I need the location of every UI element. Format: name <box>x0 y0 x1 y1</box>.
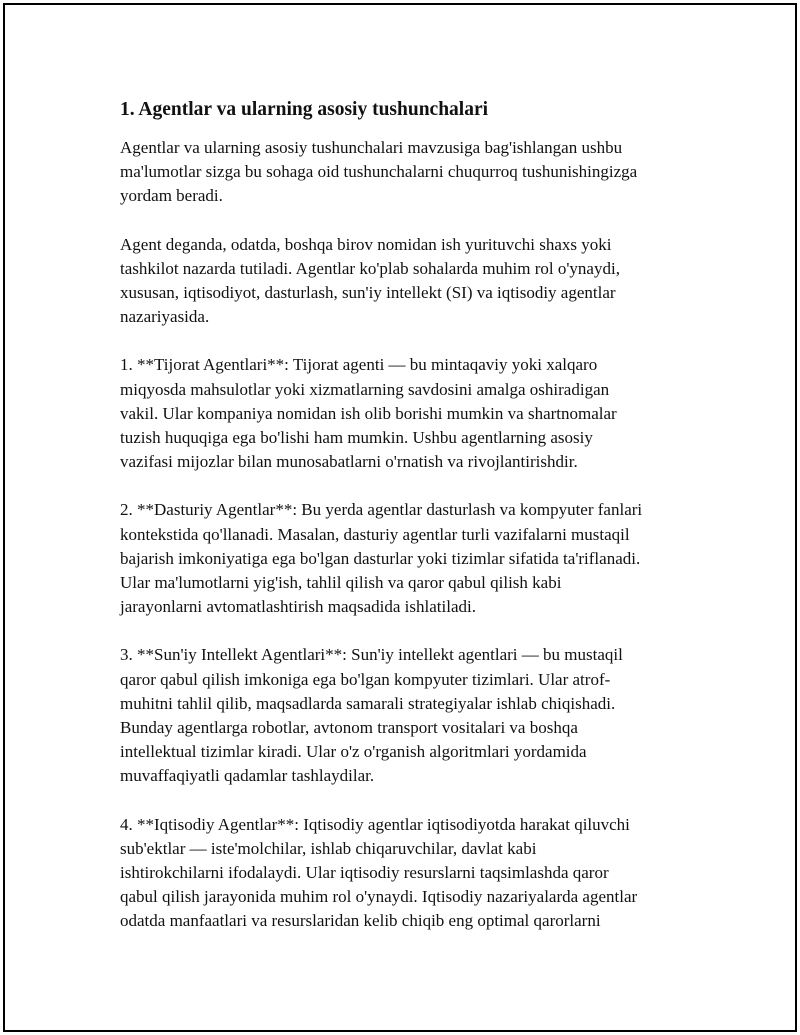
software-agents-paragraph: 2. **Dasturiy Agentlar**: Bu yerda agentlar dasturlash va kompyuter fanlari kontekstida qo'llanadi. Masalan, dasturiy agentlar turli vazifalarni mustaqil bajarish imkoniyatiga ega bo'lgan dasturlar yoki tizimlar sifatida ta'riflanadi. Ular ma'lumotlarni yig'ish, tahlil qilish va qaror qabul qilish kabi jarayonlarni avtomatlashtirish maqsadida ishlatiladi. <box>120 500 643 617</box>
commercial-agents-paragraph: 1. **Tijorat Agentlari**: Tijorat agenti — bu mintaqaviy yoki xalqaro miqyosda mahsulotlar yoki xizmatlarning savdosini amalga oshiradigan vakil. Ular kompaniya nomidan ish olib borishi mumkin va shartnomalar tuzish huquqiga ega bo'lishi ham mumkin. Ushbu agentlarning asosiy vazifasi mijozlar bilan munosabatlarni o'rnatish va rivojlantirishdir. <box>120 355 617 472</box>
economic-agents-paragraph: 4. **Iqtisodiy Agentlar**: Iqtisodiy agentlar iqtisodiyotda harakat qiluvchi sub'ektlar — iste'molchilar, ishlab chiqaruvchilar, davlat kabi ishtirokchilarni ifodalaydi. Ular iqtisodiy resurslarni taqsimlashda qaror qabul qilish jarayonida muhim rol o'ynaydi. Iqtisodiy nazariyalarda agentlar odatda manfaatlari va resurslaridan kelib chiqib eng optimal qarorlarni <box>120 814 638 931</box>
agent-definition-paragraph: Agent deganda, odatda, boshqa birov nomidan ish yurituvchi shaxs yoki tashkilot nazarda tutiladi. Agentlar ko'plab sohalarda muhim rol o'ynaydi, xususan, iqtisodiyot, dasturlash, sun'iy intellekt (SI) va iqtisodiy agentlar nazariyasida. <box>120 234 620 327</box>
document-heading: 1. Agentlar va ularning asosiy tushunchalari <box>120 99 489 120</box>
document-body <box>120 97 700 958</box>
ai-agents-paragraph: 3. **Sun'iy Intellekt Agentlari**: Sun'iy intellekt agentlari — bu mustaqil qaror qabul qilish imkoniga ega bo'lgan kompyuter tizimlari. Ular atrof- muhitni tahlil qilib, maqsadlarda samarali strategiyalar ishlab chiqishadi. Bunday agentlarga robotlar, avtonom transport vositalari va boshqa intellektual tizimlar kiradi. Ular o'z o'rganish algoritmlari yordamida muvaffaqiyatli qadamlar tashlaydilar. <box>120 645 623 786</box>
intro-paragraph: Agentlar va ularning asosiy tushunchalari mavzusiga bag'ishlangan ushbu ma'lumotlar sizga bu sohaga oid tushunchalarni chuqurroq tushunishingizga yordam beradi. <box>120 138 638 206</box>
page-frame <box>3 3 797 1032</box>
